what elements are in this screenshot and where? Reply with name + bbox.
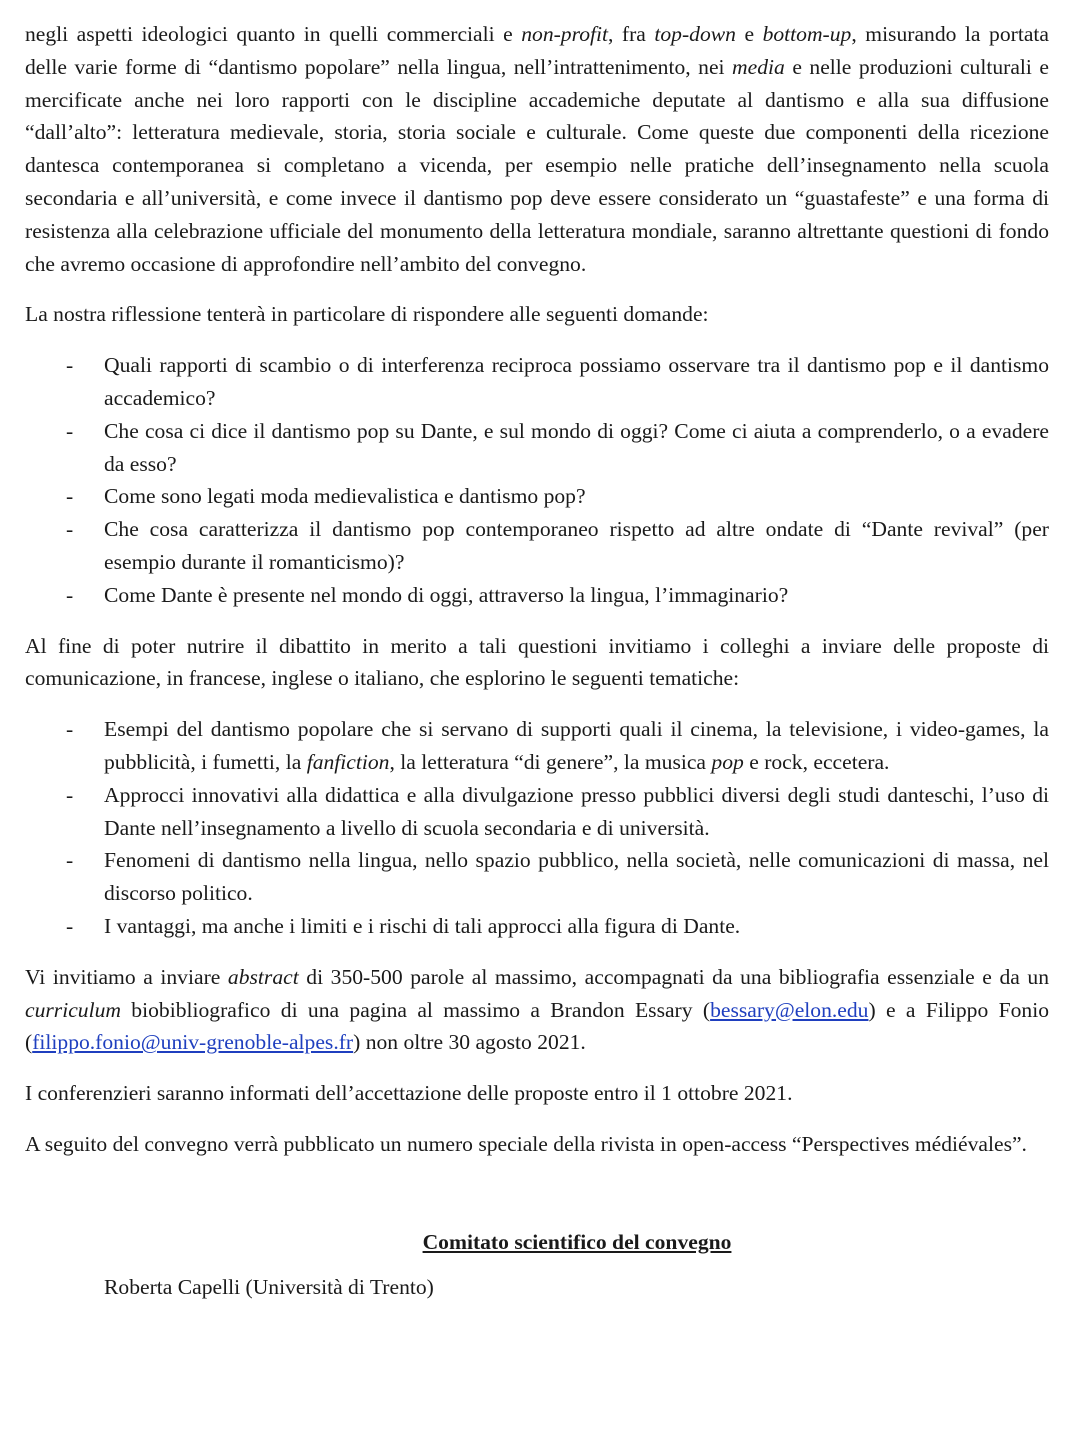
- theme-italic-term: fanfiction: [306, 749, 390, 774]
- question-item: - Quali rapporti di scambio o di interferenza reciproca possiamo osservare tra il dantismo pop e il dantismo accademico?: [25, 349, 1049, 415]
- committee-heading: Comitato scientifico del convegno: [422, 1229, 732, 1254]
- intro-paragraph: [25, 18, 1049, 280]
- intro-text: , fra: [608, 22, 655, 46]
- intro-text: , misurando la portata delle varie forme di “dantismo popolare” nella lingua, nell’intrattenimento, nei: [25, 22, 1049, 79]
- submission-paragraph: [25, 961, 1049, 1059]
- intro-italic-term: bottom-up: [762, 22, 852, 46]
- theme-item: - Approcci innovativi alla didattica e alla divulgazione presso pubblici diversi degli studi danteschi, l’uso di Dante nell’insegnamento a livello di scuola secondaria e di università.: [25, 779, 1049, 845]
- intro-italic-term: media: [732, 54, 785, 79]
- theme-item: - Fenomeni di dantismo nella lingua, nello spazio pubblico, nella società, nelle comunicazioni di massa, nel discorso politico.: [25, 844, 1049, 910]
- submission-italic-term: curriculum: [25, 997, 121, 1022]
- email-link-essary[interactable]: bessary@elon.edu: [710, 997, 869, 1022]
- publication-paragraph: A seguito del convegno verrà pubblicato un numero speciale della rivista in open-access “Perspectives médiévales”.: [25, 1131, 1027, 1156]
- submission-text: Vi invitiamo a inviare: [25, 964, 228, 989]
- question-item: - Che cosa caratterizza il dantismo pop contemporaneo rispetto ad altre ondate di “Dante revival” (per esempio durante il romanticismo)?: [25, 513, 1049, 579]
- questions-list: [25, 349, 1049, 611]
- themes-list: [25, 713, 1049, 943]
- intro-text: e: [735, 22, 763, 46]
- theme-item: [25, 713, 1049, 779]
- submission-text: di 350-500 parole al massimo, accompagnati da una bibliografia essenziale e da un: [298, 964, 1049, 989]
- question-item: - Come sono legati moda medievalistica e dantismo pop?: [25, 480, 1049, 513]
- theme-text: e rock, eccetera.: [743, 749, 890, 774]
- theme-text: , la letteratura “di genere”, la musica: [389, 749, 712, 774]
- question-item: - Che cosa ci dice il dantismo pop su Dante, e sul mondo di oggi? Come ci aiuta a comprenderlo, o a evadere da esso?: [25, 415, 1049, 481]
- notification-paragraph: I conferenzieri saranno informati dell’accettazione delle proposte entro il 1 ottobre 2021.: [25, 1081, 793, 1106]
- intro-italic-term: top-down: [654, 22, 736, 46]
- submission-italic-term: abstract: [227, 964, 299, 989]
- intro-text: e nelle produzioni culturali e mercificate anche nei loro rapporti con le discipline accademiche deputate al dantismo e alla sua diffusione “dall’alto”: letteratura medievale, storia, storia sociale e culturale. Come queste due componenti della ricezione dantesca contemporanea si completano a vicenda, per esempio nelle pratiche dell’insegnamento nella scuola secondaria e all’università, e come invece il dantismo pop deve essere considerato un “guastafeste” e una forma di resistenza alla celebrazione ufficiale del monumento della letteratura mondiale, saranno altrettante questioni di fondo che avremo occasione di approfondire nell’ambito del convegno.: [25, 54, 1049, 276]
- submission-text: ) non oltre 30 agosto 2021.: [353, 1030, 586, 1055]
- email-link-fonio[interactable]: filippo.fonio@univ-grenoble-alpes.fr: [32, 1030, 354, 1055]
- theme-text: Esempi del dantismo popolare che si servano di supporti quali il cinema, la televisione, i video-games, la pubblicità, i fumetti, la: [104, 717, 1049, 774]
- questions-intro: La nostra riflessione tenterà in particolare di rispondere alle seguenti domande:: [25, 302, 709, 327]
- submission-text: biobibliografico di una pagina al massimo a Brandon Essary (: [120, 997, 711, 1022]
- submission-text: ) e a Filippo Fonio (: [25, 997, 1049, 1055]
- intro-text: negli aspetti ideologici quanto in quelli commerciali e: [25, 22, 522, 46]
- theme-item: - I vantaggi, ma anche i limiti e i rischi di tali approcci alla figura di Dante.: [25, 910, 1049, 943]
- theme-italic-term: pop: [711, 749, 744, 774]
- committee-member: Roberta Capelli (Università di Trento): [104, 1274, 434, 1299]
- themes-intro: Al fine di poter nutrire il dibattito in merito a tali questioni invitiamo i colleghi a inviare delle proposte di comunicazione, in francese, inglese o italiano, che esplorino le seguenti tematiche:: [25, 633, 1049, 691]
- intro-italic-term: non-profit: [521, 22, 608, 46]
- document-page: [25, 18, 1049, 1303]
- question-item: - Come Dante è presente nel mondo di oggi, attraverso la lingua, l’immaginario?: [25, 579, 1049, 612]
